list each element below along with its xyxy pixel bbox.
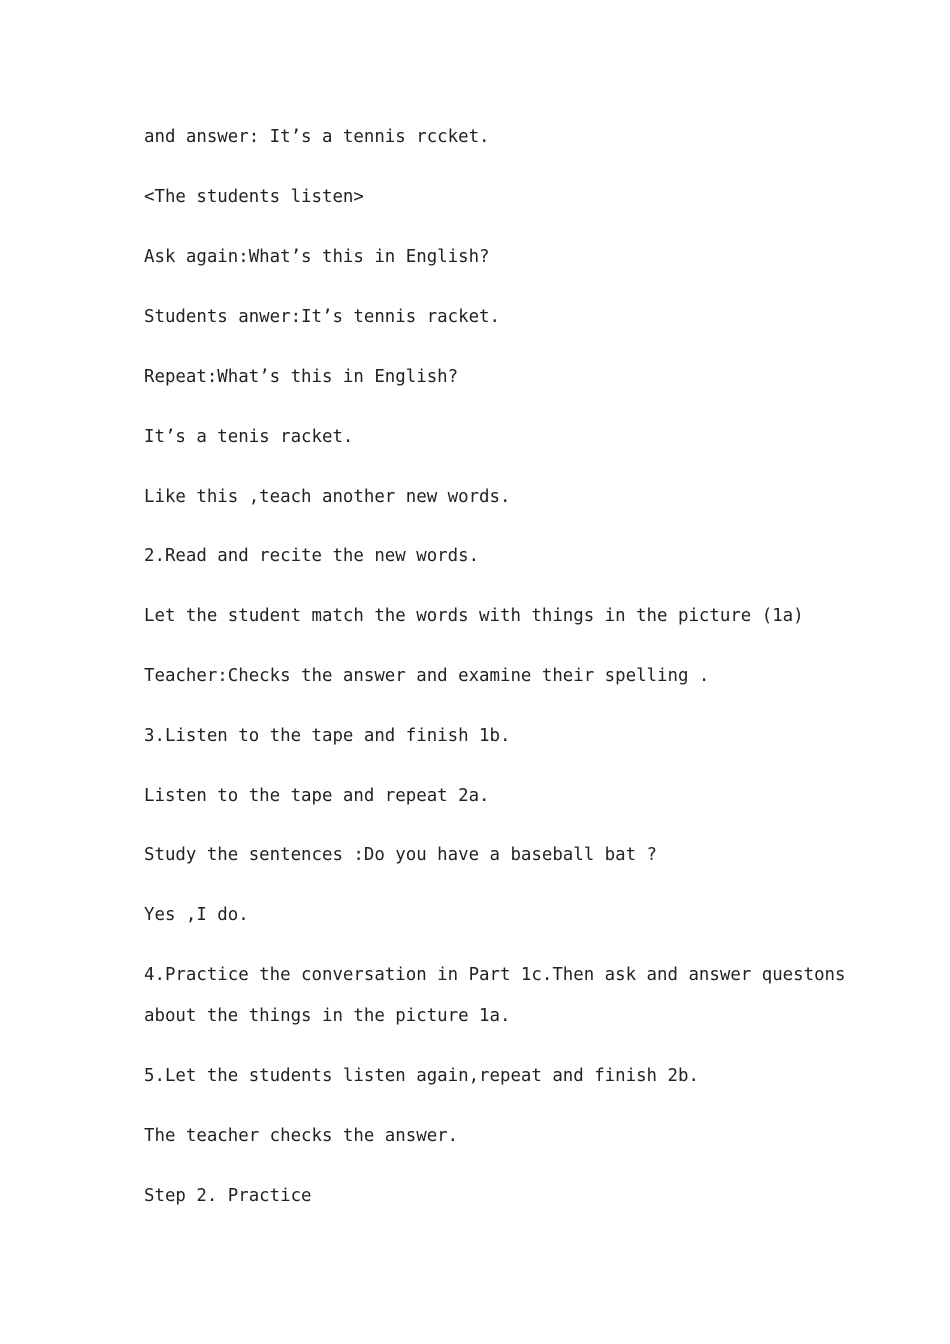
text-line: 3.Listen to the tape and finish 1b. [144,726,511,746]
text-line: Study the sentences :Do you have a baseball bat ? [144,845,658,865]
text-line: 5.Let the students listen again,repeat and finish 2b. [144,1066,699,1086]
text-line: Ask again:What’s this in English? [144,247,490,267]
text-line: Teacher:Checks the answer and examine their spelling . [144,666,710,686]
text-line: Repeat:What’s this in English? [144,367,459,387]
text-line: <The students listen> [144,187,364,207]
text-line: Listen to the tape and repeat 2a. [144,786,490,806]
text-line: Let the student match the words with things in the picture (1a) [144,606,804,626]
text-line: The teacher checks the answer. [144,1126,459,1146]
text-line: about the things in the picture 1a. [144,1006,511,1026]
text-line: Students anwer:It’s tennis racket. [144,307,500,327]
text-line: and answer: It’s a tennis rccket. [144,127,490,147]
text-line: Like this ,teach another new words. [144,487,511,507]
text-line: Step 2. Practice [144,1186,312,1206]
text-line: It’s a tenis racket. [144,427,354,447]
text-line: Yes ,I do. [144,905,249,925]
text-line: 2.Read and recite the new words. [144,546,480,566]
text-line: 4.Practice the conversation in Part 1c.Then ask and answer questons [144,965,846,985]
